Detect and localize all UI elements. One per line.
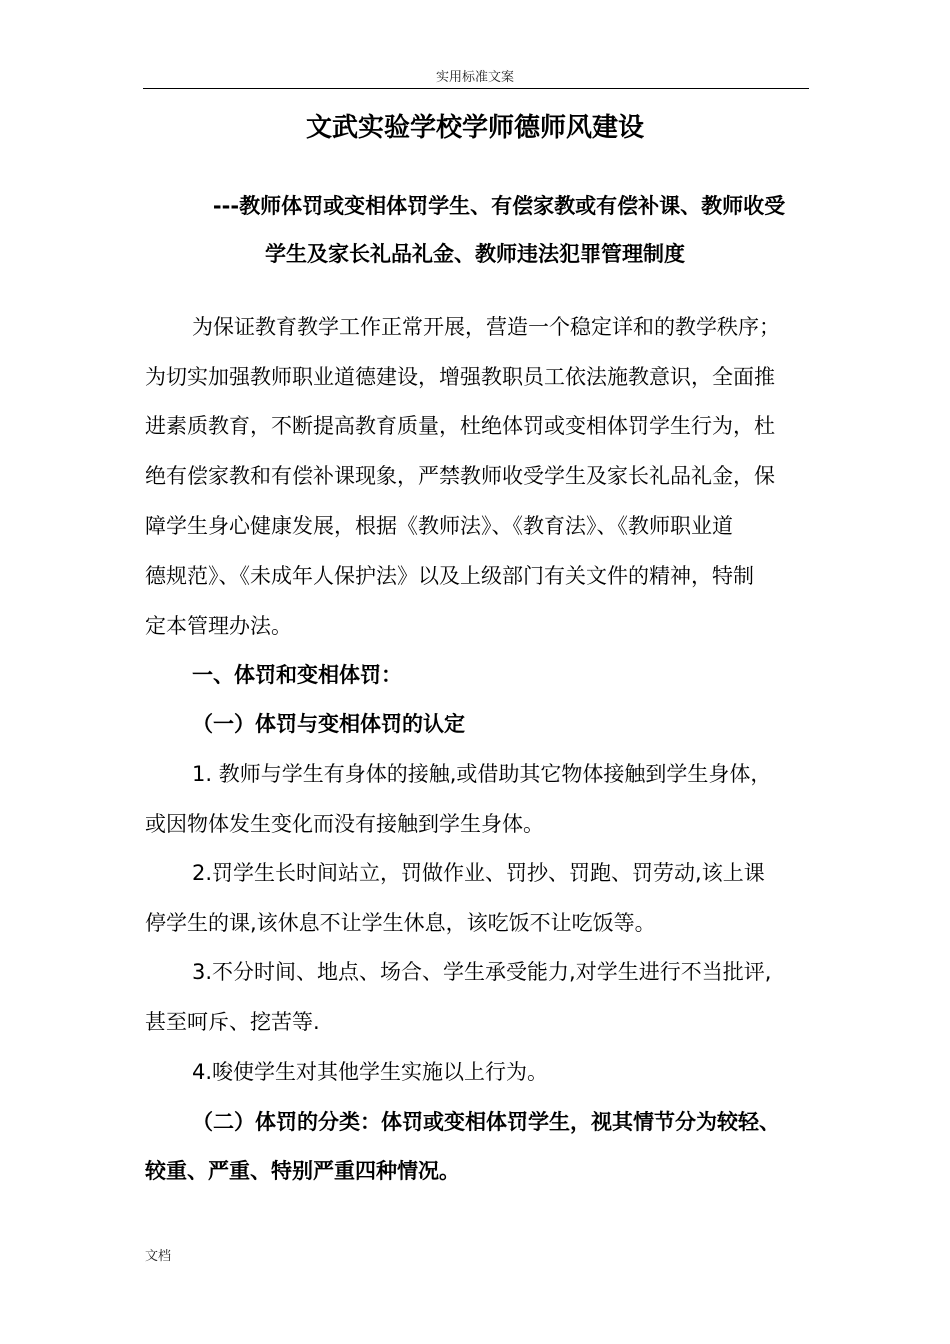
intro-line-7: 定本管理办法。 (145, 614, 292, 638)
item-1-line-2: 或因物体发生变化而没有接触到学生身体。 (145, 812, 544, 836)
intro-line-5: 障学生身心健康发展，根据《教师法》、《教育法》、《教师职业道 (145, 514, 733, 538)
intro-line-3: 进素质教育，不断提高教育质量，杜绝体罚或变相体罚学生行为，杜 (145, 414, 775, 438)
intro-line-2: 为切实加强教师职业道德建设，增强教职员工依法施教意识，全面推 (145, 365, 775, 389)
document-title: 文武实验学校学师德师风建设 (305, 113, 644, 143)
subsection-heading-2-line-2: 较重、严重、特别严重四种情况。 (145, 1159, 460, 1183)
subtitle-line-2: 学生及家长礼品礼金、教师违法犯罪管理制度 (265, 242, 685, 266)
intro-line-6: 德规范》、《未成年人保护法》以及上级部门有关文件的精神，特制 (145, 564, 754, 588)
page-header: 实用标准文案 (435, 70, 514, 85)
section-heading: 一、体罚和变相体罚： (192, 663, 402, 687)
intro-line-1: 为保证教育教学工作正常开展，营造一个稳定详和的教学秩序； (192, 315, 780, 339)
item-4: 4.唆使学生对其他学生实施以上行为。 (192, 1060, 549, 1084)
subsection-heading-2-line-1: （二）体罚的分类：体罚或变相体罚学生，视其情节分为较轻、 (192, 1110, 780, 1134)
item-2-line-1: 2.罚学生长时间站立，罚做作业、罚抄、罚跑、罚劳动,该上课 (192, 861, 765, 885)
intro-line-4: 绝有偿家教和有偿补课现象，严禁教师收受学生及家长礼品礼金，保 (145, 464, 775, 488)
header-divider (143, 88, 809, 89)
item-2-line-2: 停学生的课,该休息不让学生休息，该吃饭不让吃饭等。 (145, 911, 656, 935)
subtitle-line-1: ---教师体罚或变相体罚学生、有偿家教或有偿补课、教师收受 (212, 194, 786, 218)
item-3-line-2: 甚至呵斥、挖苦等. (145, 1010, 320, 1034)
item-3-line-1: 3.不分时间、地点、场合、学生承受能力,对学生进行不当批评, (192, 960, 772, 984)
subsection-heading-1: （一）体罚与变相体罚的认定 (192, 712, 465, 736)
page-footer: 文档 (145, 1249, 172, 1264)
item-1-line-1: 1. 教师与学生有身体的接触,或借助其它物体接触到学生身体， (192, 762, 772, 786)
